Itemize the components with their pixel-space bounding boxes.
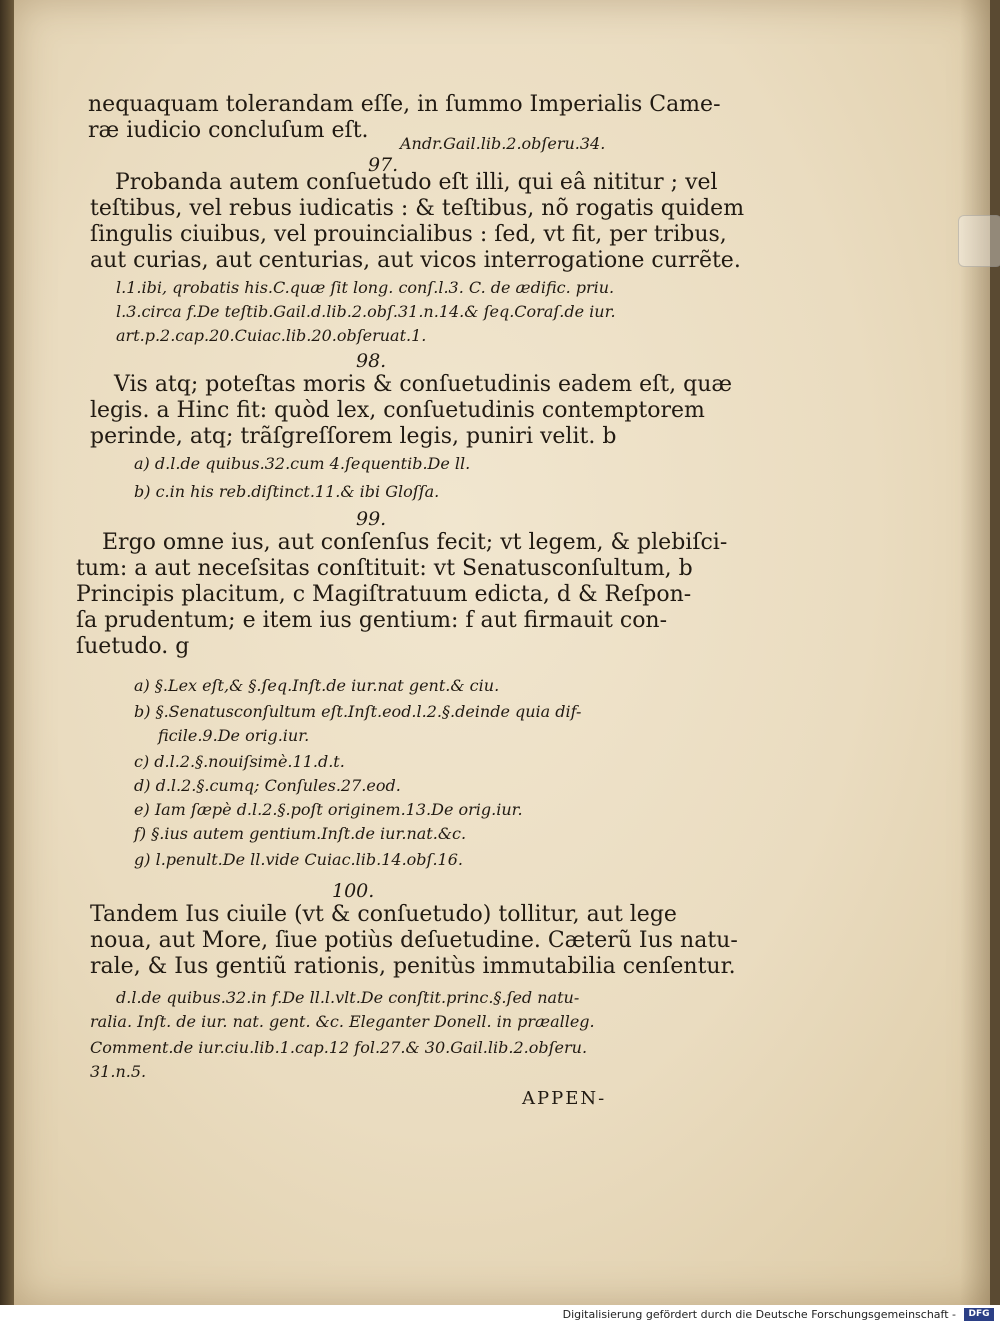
citation: l.1.ibi, qrobatis his.C.quæ ſit long. conſ.l.3. C. de ædific. priu. bbox=[116, 278, 615, 297]
note bbox=[134, 454, 470, 474]
text-line: Tandem Ius ciuile (vt & conſuetudo) tollitur, aut lege bbox=[90, 902, 677, 927]
section-number: 100. bbox=[332, 880, 375, 902]
text-line: ſa prudentum; e item ius gentium: f aut firmauit con- bbox=[76, 608, 668, 633]
text-line: Vis atq; poteſtas moris & conſuetudinis eadem eſt, quæ bbox=[114, 372, 733, 397]
note-text: d.l.2.§.nouiſsimè.11.d.t. bbox=[154, 752, 345, 771]
note-key: g) bbox=[134, 850, 151, 869]
footer-credit: Digitalisierung gefördert durch die Deutsche Forschungsgemeinschaft - bbox=[562, 1308, 956, 1321]
footer-bar bbox=[0, 1305, 1000, 1325]
note-key: a) bbox=[134, 676, 150, 695]
note bbox=[134, 676, 499, 696]
note-key: b) bbox=[134, 702, 151, 721]
text-line: aut curias, aut centurias, aut vicos interrogatione currẽte. bbox=[90, 248, 741, 273]
note-key: f) bbox=[134, 824, 147, 843]
note-key: d) bbox=[134, 776, 151, 795]
note-text: §.Lex eſt,& §.ſeq.Inſt.de iur.nat gent.& ciu. bbox=[154, 676, 500, 695]
note-text: §.ius autem gentium.Inſt.de iur.nat.&c. bbox=[151, 824, 467, 843]
citation: 31.n.5. bbox=[90, 1062, 147, 1081]
text-line: Probanda autem conſuetudo eſt illi, qui eâ nititur ; vel bbox=[115, 170, 718, 195]
note bbox=[134, 850, 463, 870]
note-text: Iam ſæpè d.l.2.§.poſt originem.13.De orig.iur. bbox=[154, 800, 523, 819]
section-number: 98. bbox=[356, 350, 387, 372]
note bbox=[134, 752, 345, 772]
text-line: rale, & Ius gentiũ rationis, penitùs immutabilia cenſentur. bbox=[90, 954, 736, 979]
note-key: b) bbox=[134, 482, 151, 501]
page-clip bbox=[958, 215, 1000, 267]
text-line: teſtibus, vel rebus iudicatis : & teſtibus, nõ rogatis quidem bbox=[90, 196, 745, 221]
note bbox=[158, 726, 309, 746]
text-line: tum: a aut neceſsitas conſtituit: vt Senatusconſultum, b bbox=[76, 556, 693, 581]
dfg-logo: DFG bbox=[964, 1308, 994, 1321]
citation: d.l.de quibus.32.in f.De ll.l.vlt.De conſtit.princ.§.ſed natu- bbox=[116, 988, 580, 1007]
text-line: legis. a Hinc fit: quòd lex, conſuetudinis contemptorem bbox=[90, 398, 705, 423]
text-line: nequaquam tolerandam eſſe, in ſummo Imperialis Came- bbox=[88, 92, 721, 117]
citation: l.3.circa f.De teſtib.Gail.d.lib.2.obſ.31.n.14.& ſeq.Coraſ.de iur. bbox=[116, 302, 616, 321]
citation: Andr.Gail.lib.2.obſeru.34. bbox=[400, 134, 606, 153]
section-number: 99. bbox=[356, 508, 387, 530]
note bbox=[134, 702, 581, 722]
note bbox=[134, 824, 466, 844]
note bbox=[134, 482, 439, 502]
citation: Comment.de iur.ciu.lib.1.cap.12 fol.27.& 30.Gail.lib.2.obſeru. bbox=[90, 1038, 588, 1057]
text-line: Principis placitum, c Magiſtratuum edicta, d & Reſpon- bbox=[76, 582, 692, 607]
book-binding bbox=[0, 0, 14, 1305]
page-edge-shadow bbox=[960, 0, 990, 1305]
note-key: e) bbox=[134, 800, 150, 819]
text-line: noua, aut More, ſiue potiùs deſuetudine. Cæterũ Ius natu- bbox=[90, 928, 738, 953]
text-line: ſingulis ciuibus, vel prouincialibus : ſed, vt fit, per tribus, bbox=[90, 222, 727, 247]
note bbox=[134, 800, 523, 820]
note-text: d.l.2.§.cumq; Conſules.27.eod. bbox=[155, 776, 401, 795]
note-key: a) bbox=[134, 454, 150, 473]
text-line: ræ iudicio concluſum eſt. bbox=[88, 118, 369, 143]
section-number: 97. bbox=[368, 154, 399, 176]
note-text: c.in his reb.diſtinct.11.& ibi Gloſſa. bbox=[155, 482, 440, 501]
note bbox=[134, 776, 401, 796]
note-key: c) bbox=[134, 752, 150, 771]
text-line: perinde, atq; trãſgreſſorem legis, puniri velit. b bbox=[90, 424, 617, 449]
text-line: Ergo omne ius, aut conſenſus fecit; vt legem, & plebiſci- bbox=[102, 530, 728, 555]
citation: ralia. Inſt. de iur. nat. gent. &c. Eleganter Donell. in præalleg. bbox=[90, 1012, 595, 1031]
note-text: d.l.de quibus.32.cum 4.ſequentib.De ll. bbox=[154, 454, 471, 473]
citation: art.p.2.cap.20.Cuiac.lib.20.obſeruat.1. bbox=[116, 326, 427, 345]
catchword: APPEN- bbox=[522, 1088, 607, 1109]
note-text: l.penult.De ll.vide Cuiac.lib.14.obſ.16. bbox=[155, 850, 463, 869]
note-text: §.Senatusconſultum eſt.Inſt.eod.l.2.§.deinde quia dif- bbox=[155, 702, 582, 721]
note-text: ficile.9.De orig.iur. bbox=[158, 726, 310, 745]
text-line: ſuetudo. g bbox=[76, 634, 190, 659]
